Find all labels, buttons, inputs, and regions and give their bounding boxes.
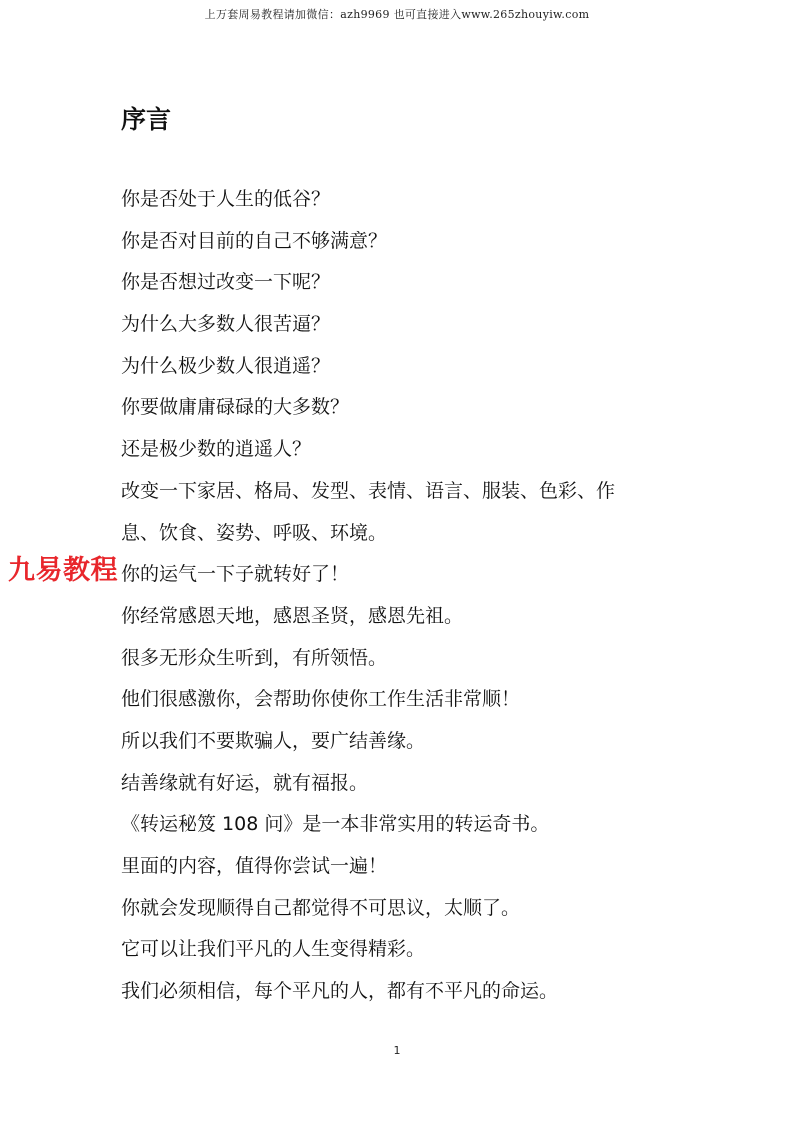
body-line: 还是极少数的逍遥人？: [121, 438, 312, 461]
body-line: 为什么大多数人很苦逼？: [121, 313, 331, 336]
watermark-logo: 九易教程: [8, 555, 118, 586]
body-line: 很多无形众生听到，有所领悟。: [121, 646, 388, 669]
header-line: 上万套周易教程请加微信：azh9969 也可直接进入www.265zhouyiw.com: [204, 8, 590, 21]
body-line: 它可以让我们平凡的人生变得精彩。: [121, 938, 426, 961]
body-line: 他们很感激你，会帮助你使你工作生活非常顺！: [121, 688, 521, 711]
body-line: 息、饮食、姿势、呼吸、环境。: [121, 521, 388, 544]
body-line: 你就会发现顺得自己都觉得不可思议，太顺了。: [121, 896, 521, 919]
body-line: 你经常感恩天地，感恩圣贤，感恩先祖。: [121, 604, 464, 627]
body-line: 你是否对目前的自己不够满意？: [121, 229, 388, 252]
body-line: 改变一下家居、格局、发型、表情、语言、服装、色彩、作: [121, 479, 616, 502]
body-line: 《转运秘笈 108 问》是一本非常实用的转运奇书。: [121, 813, 550, 836]
page-title: 序言: [121, 105, 172, 134]
body-line: 你是否想过改变一下呢？: [121, 271, 331, 294]
body-line: 里面的内容，值得你尝试一遍！: [121, 855, 388, 877]
body-line: 你要做庸庸碌碌的大多数？: [121, 396, 350, 419]
body-line: 你的运气一下子就转好了！: [121, 563, 350, 586]
body-line: 你是否处于人生的低谷？: [121, 188, 331, 210]
body-line: 我们必须相信，每个平凡的人，都有不平凡的命运。: [121, 980, 559, 1003]
body-line: 为什么极少数人很逍遥？: [121, 354, 331, 377]
body-text: [121, 179, 681, 1013]
body-line: 所以我们不要欺骗人，要广结善缘。: [121, 729, 426, 752]
body-line: 结善缘就有好运，就有福报。: [121, 771, 369, 794]
page-number: 1: [393, 1044, 401, 1057]
